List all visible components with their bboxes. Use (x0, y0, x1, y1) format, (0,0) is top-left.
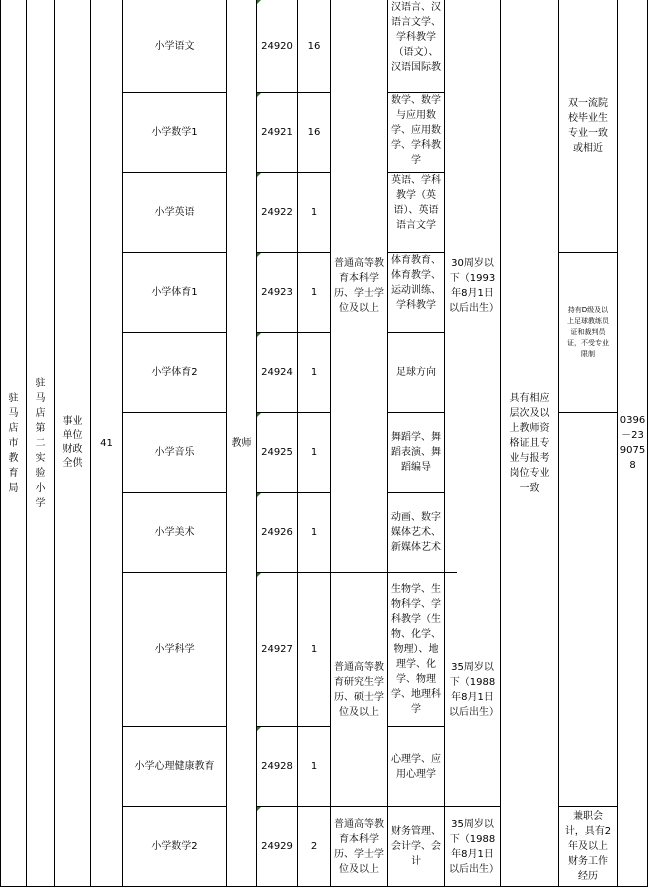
position-code: 24921 (261, 127, 293, 138)
major-requirement: 英语、学科教学（英语）、英语语言文学 (391, 175, 441, 231)
unit-type-cell: 事业单位财政全供 (62, 416, 83, 469)
hire-count: 1 (310, 287, 318, 298)
hire-count: 16 (307, 40, 321, 52)
note-text: 有2年及以上财务工作经历 (568, 826, 612, 882)
hire-count: 1 (310, 527, 318, 538)
qualification-requirement: 具有相应层次及以上教师资格证且专业与报考岗位专业一致 (509, 392, 550, 494)
position-name: 小学美术 (154, 527, 195, 538)
note-cell: 双一流院校毕业生专业一致或相近 (568, 98, 608, 154)
major-requirement: 数学、数学与应用数学、应用数学、学科教学 (391, 95, 441, 166)
age-requirement: 30周岁以下（1993年8月1日以后出生） (449, 258, 499, 314)
note-cell: 持有D级及以上足球教练员证和裁判员证，不受专业限制 (567, 306, 609, 358)
note-cell (559, 807, 617, 886)
department-cell: 驻马店市教育局 (8, 392, 19, 494)
position-code: 24926 (261, 527, 293, 538)
hire-count: 2 (310, 841, 318, 852)
total-count-cell: 41 (100, 437, 113, 449)
position-type-cell: 教师 (231, 437, 252, 449)
hire-count: 1 (310, 761, 318, 772)
position-code: 24922 (261, 207, 293, 218)
school-cell: 驻马店第二实验小学 (35, 377, 46, 509)
note-prefix: 兼职会计，具 (564, 811, 603, 837)
position-name: 小学英语 (154, 207, 195, 218)
position-name: 小学数学2 (151, 841, 198, 852)
position-code: 24927 (261, 644, 293, 655)
position-name: 小学音乐 (154, 447, 195, 458)
position-code: 24923 (261, 287, 293, 298)
position-code: 24924 (261, 367, 293, 378)
major-requirement: 心理学、应用心理学 (391, 753, 441, 780)
education-requirement: 普通高等教育本科学历、学士学位及以上 (334, 818, 384, 875)
position-name: 小学科学 (154, 644, 195, 655)
position-code: 24920 (261, 40, 293, 52)
phone-cell: 0396－2390758 (619, 415, 646, 471)
note-cell (559, 413, 617, 806)
position-code: 24929 (261, 841, 293, 852)
education-requirement: 普通高等教育研究生学历、硕士学位及以上 (334, 661, 384, 718)
hire-count: 16 (307, 127, 321, 138)
position-code: 24928 (261, 761, 293, 772)
education-requirement: 普通高等教育本科学历、学士学位及以上 (334, 258, 384, 314)
age-requirement: 35周岁以下（1988年8月1日以后出生） (449, 661, 499, 718)
hire-count: 1 (310, 367, 318, 378)
position-name: 小学语文 (154, 40, 195, 52)
major-requirement: 汉语言、汉语言文学、学科教学（语文）、汉语国际教 (391, 2, 441, 73)
position-name: 小学数学1 (151, 127, 198, 138)
major-requirement: 动画、数字媒体艺术、新媒体艺术 (391, 512, 441, 553)
age-requirement: 35周岁以下（1988年8月1日以后出生） (449, 818, 499, 875)
major-requirement: 足球方向 (396, 367, 436, 378)
major-requirement: 财务管理、会计学、会计 (391, 826, 441, 867)
position-code: 24925 (261, 447, 293, 458)
position-name: 小学体育2 (151, 367, 198, 378)
position-name: 小学体育1 (151, 287, 198, 298)
hire-count: 1 (310, 644, 318, 655)
position-name: 小学心理健康教育 (134, 761, 215, 772)
major-requirement: 舞蹈学、舞蹈表演、舞蹈编导 (391, 432, 441, 473)
major-requirement: 体育教育、体育教学、运动训练、学科教学 (391, 255, 441, 311)
hire-count: 1 (310, 447, 318, 458)
major-requirement: 生物学、生物科学、学科教学（生物、化学、物理）、地理学、化学、物理学、地理科学 (391, 584, 441, 715)
hire-count: 1 (310, 207, 318, 218)
